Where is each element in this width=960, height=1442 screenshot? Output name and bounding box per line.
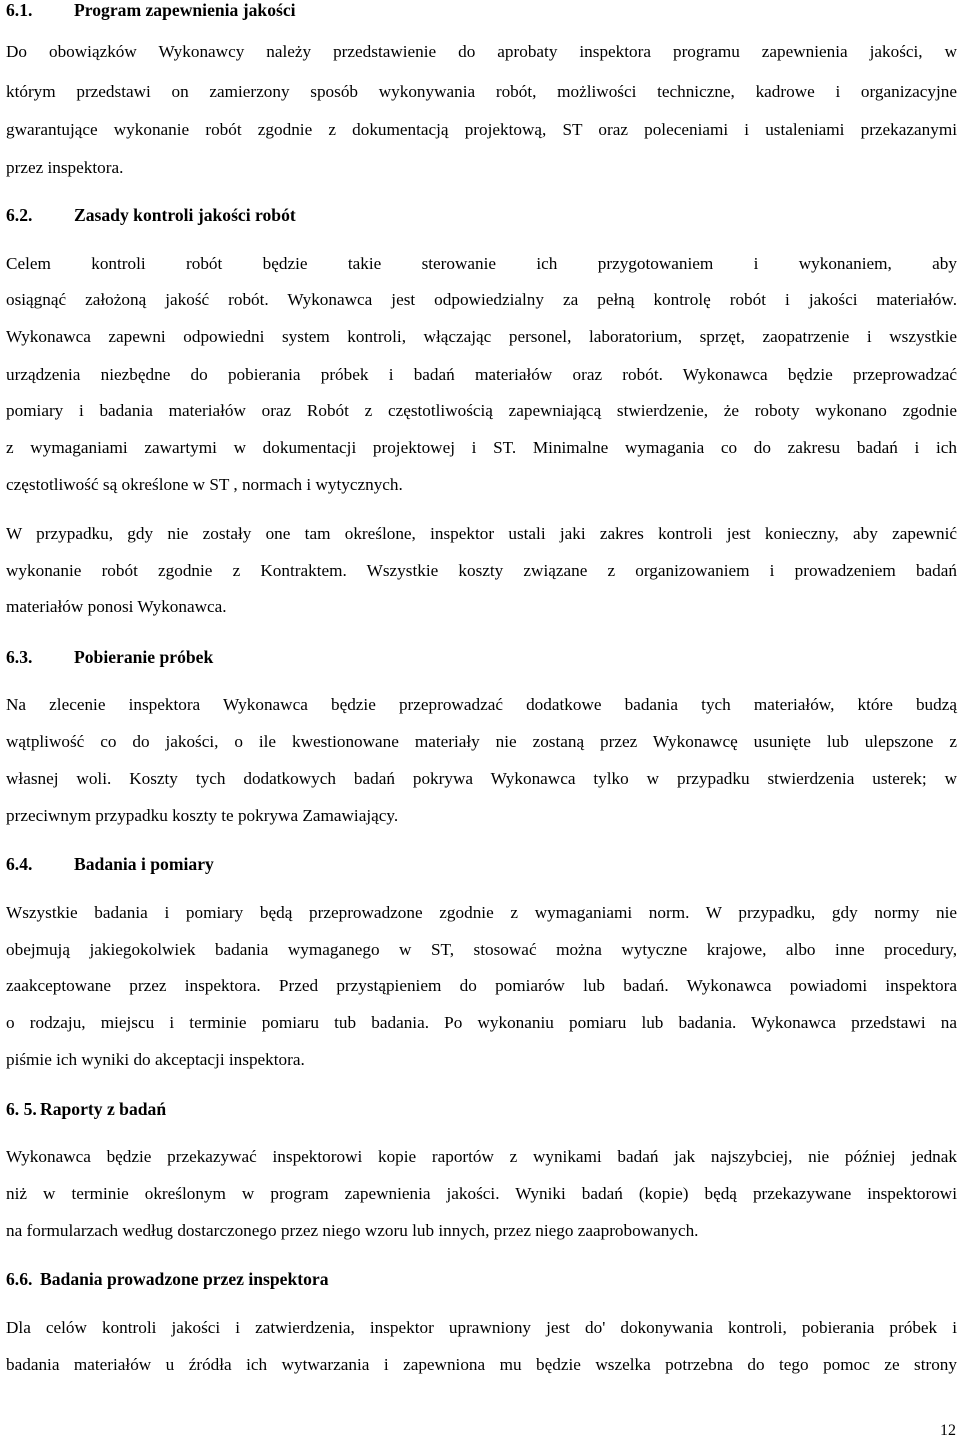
paragraph-line: o rodzaju, miejscu i terminie pomiaru tub badania. Po wykonaniu pomiaru lub badania. Wykonawca przedstawi na — [6, 1013, 957, 1032]
paragraph-line: Wszystkie badania i pomiary będą przeprowadzone zgodnie z wymaganiami norm. W przypadku, gdy normy nie — [6, 903, 957, 922]
paragraph-line: częstotliwość są określone w ST , normach i wytycznych. — [6, 475, 403, 494]
section-heading-6-3 — [6, 647, 213, 668]
paragraph-line: na formularzach według dostarczonego przez niego wzoru lub innych, przez niego zaaprobowanych. — [6, 1221, 699, 1240]
section-heading-6-4 — [6, 854, 214, 875]
section-heading-6-2 — [6, 205, 296, 226]
paragraph-line: Wykonawca zapewni odpowiedni system kontroli, włączając personel, laboratorium, sprzęt, zaopatrzenie i wszystkie — [6, 327, 957, 346]
paragraph-line: pomiary i badania materiałów oraz Robót z częstotliwością zapewniającą stwierdzenie, że roboty wykonano zgodnie — [6, 401, 957, 420]
section-title: Program zapewnienia jakości — [74, 0, 296, 20]
paragraph-line: piśmie ich wyniki do akceptacji inspektora. — [6, 1050, 305, 1069]
paragraph-line: przez inspektora. — [6, 158, 124, 177]
section-title: Zasady kontroli jakości robót — [74, 205, 296, 225]
paragraph-line: Celem kontroli robót będzie takie sterowanie ich przygotowaniem i wykonaniem, aby — [6, 254, 957, 273]
paragraph-line: urządzenia niezbędne do pobierania próbek i badań materiałów oraz robót. Wykonawca będzie przeprowadzać — [6, 365, 957, 384]
section-number: 6.2. — [6, 205, 33, 225]
paragraph-line: przeciwnym przypadku koszty te pokrywa Zamawiający. — [6, 806, 399, 825]
paragraph-line: którym przedstawi on zamierzony sposób wykonywania robót, możliwości techniczne, kadrowe i organizacyjne — [6, 82, 957, 101]
section-number: 6.6. — [6, 1269, 33, 1289]
section-number: 6. 5. — [6, 1099, 37, 1119]
paragraph-line: wątpliwość co do jakości, o ile kwestionowane materiały nie zostaną przez Wykonawcę usunięte lub ulepszone z — [6, 732, 957, 751]
section-number: 6.1. — [6, 0, 33, 20]
section-title: Raporty z badań — [40, 1099, 167, 1119]
paragraph-line: Wykonawca będzie przekazywać inspektorowi kopie raportów z wynikami badań jak najszybciej, nie później jednak — [6, 1147, 957, 1166]
paragraph-line: Do obowiązków Wykonawcy należy przedstawienie do aprobaty inspektora programu zapewnienia jakości, w — [6, 42, 957, 61]
page-number: 12 — [940, 1422, 956, 1439]
section-title: Pobieranie próbek — [74, 647, 214, 667]
section-title: Badania i pomiary — [74, 854, 214, 874]
paragraph-line: własnej woli. Koszty tych dodatkowych badań pokrywa Wykonawca tylko w przypadku stwierdzenia usterek; w — [6, 769, 957, 788]
paragraph-line: osiągnąć założoną jakość robót. Wykonawca jest odpowiedzialny za pełną kontrolę robót i jakości materiałów. — [6, 290, 957, 309]
section-title: Badania prowadzone przez inspektora — [40, 1269, 329, 1289]
paragraph-line: badania materiałów u źródła ich wytwarzania i zapewniona mu będzie wszelka potrzebna do tego pomoc ze strony — [6, 1355, 957, 1374]
paragraph-line: Dla celów kontroli jakości i zatwierdzenia, inspektor uprawniony jest do' dokonywania kontroli, pobierania próbek i — [6, 1318, 957, 1337]
paragraph-line: z wymaganiami zawartymi w dokumentacji projektowej i ST. Minimalne wymagania co do zakresu badań i ich — [6, 438, 957, 457]
paragraph-line: niż w terminie określonym w program zapewnienia jakości. Wyniki badań (kopie) będą przekazywane inspektorowi — [6, 1184, 957, 1203]
paragraph-line: materiałów ponosi Wykonawca. — [6, 597, 227, 616]
paragraph-line: Na zlecenie inspektora Wykonawca będzie przeprowadzać dodatkowe badania tych materiałów, które budzą — [6, 695, 957, 714]
paragraph-line: gwarantujące wykonanie robót zgodnie z dokumentacją projektową, ST oraz poleceniami i ustaleniami przekazanymi — [6, 120, 957, 139]
section-heading-6-1 — [6, 0, 296, 21]
section-heading-6-6 — [6, 1269, 329, 1290]
paragraph-line: wykonanie robót zgodnie z Kontraktem. Wszystkie koszty związane z organizowaniem i prowadzeniem badań — [6, 561, 957, 580]
paragraph-line: zaakceptowane przez inspektora. Przed przystąpieniem do pomiarów lub badań. Wykonawca powiadomi inspektora — [6, 976, 957, 995]
section-heading-6-5 — [6, 1099, 166, 1120]
section-number: 6.4. — [6, 854, 33, 874]
paragraph-line: obejmują jakiegokolwiek badania wymaganego w ST, stosować można wytyczne krajowe, albo inne procedury, — [6, 940, 957, 959]
paragraph-line: W przypadku, gdy nie zostały one tam określone, inspektor ustali jaki zakres kontroli jest konieczny, aby zapewnić — [6, 524, 957, 543]
section-number: 6.3. — [6, 647, 33, 667]
